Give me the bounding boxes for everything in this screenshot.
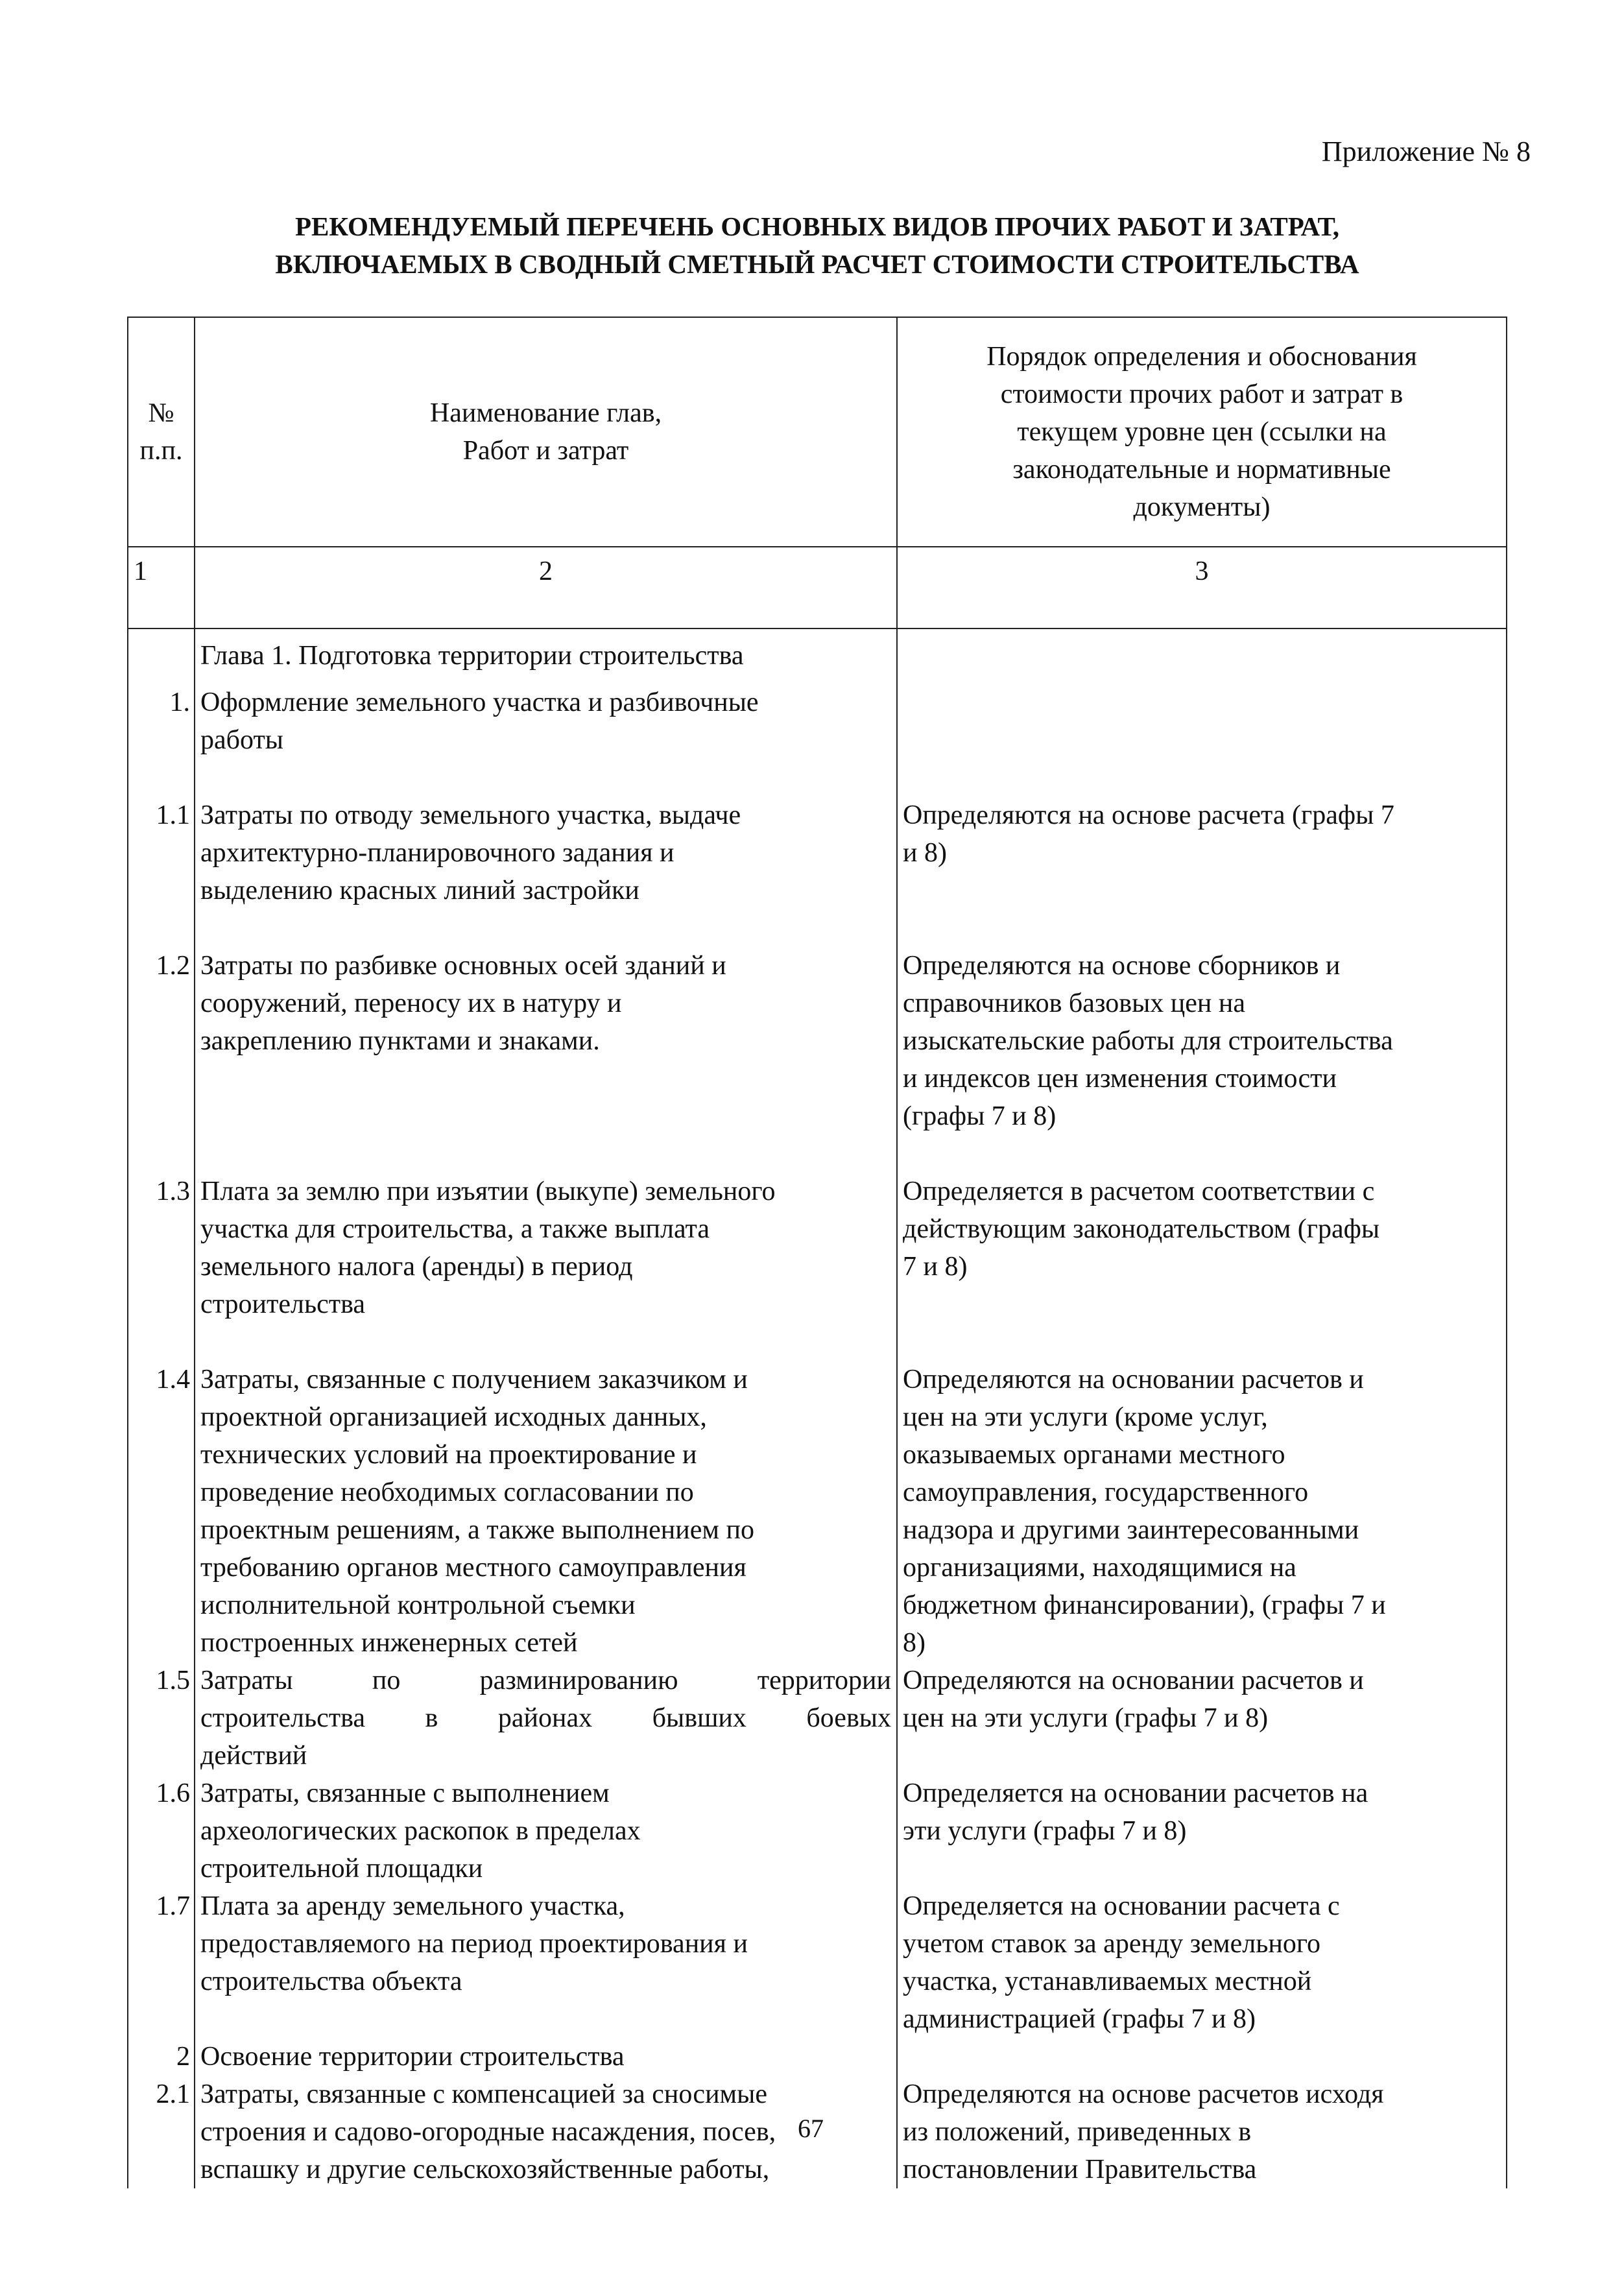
table-row bbox=[128, 1361, 1507, 1662]
title-line-2: ВКЛЮЧАЕМЫХ В СВОДНЫЙ СМЕТНЫЙ РАСЧЕТ СТОИМОСТИ СТРОИТЕЛЬСТВА bbox=[275, 249, 1359, 279]
row-number: 2 bbox=[128, 2038, 195, 2076]
row-method-line: Определяются на основании расчетов и bbox=[903, 1666, 1364, 1695]
row-name-line: строительства bbox=[200, 1289, 366, 1319]
table-row bbox=[128, 1662, 1507, 1775]
column-number-1: 1 bbox=[128, 547, 195, 628]
row-name-line: участка для строительства, а также выплата bbox=[200, 1214, 710, 1244]
row-method-line: справочников базовых цен на bbox=[903, 988, 1246, 1018]
row-method bbox=[897, 2038, 1507, 2076]
column-number-3: 3 bbox=[897, 547, 1507, 628]
row-name bbox=[195, 1775, 897, 1887]
row-method-line: учетом ставок за аренду земельного bbox=[903, 1929, 1321, 1959]
row-method-line: Определяются на основе расчетов исходя bbox=[903, 2079, 1384, 2109]
works-table bbox=[127, 317, 1507, 2188]
row-name-line: предоставляемого на период проектирования и bbox=[200, 1929, 748, 1959]
column-number-2: 2 bbox=[195, 547, 897, 628]
row-name bbox=[195, 628, 897, 684]
row-number: 1.5 bbox=[128, 1662, 195, 1775]
row-name-line: проектной организацией исходных данных, bbox=[200, 1402, 707, 1432]
title-line-1: РЕКОМЕНДУЕМЫЙ ПЕРЕЧЕНЬ ОСНОВНЫХ ВИДОВ ПРОЧИХ РАБОТ И ЗАТРАТ, bbox=[294, 211, 1340, 241]
table-row bbox=[128, 628, 1507, 684]
row-name bbox=[195, 1662, 897, 1775]
row-name-line: требованию органов местного самоуправления bbox=[200, 1553, 746, 1583]
row-name-line: закреплению пунктами и знаками. bbox=[200, 1026, 600, 1056]
row-name bbox=[195, 947, 897, 1173]
row-method-line: цен на эти услуги (графы 7 и 8) bbox=[903, 1703, 1269, 1733]
row-name-line: археологических раскопок в пределах bbox=[200, 1816, 641, 1846]
row-method-line: и 8) bbox=[903, 838, 947, 868]
row-method-line: участка, устанавливаемых местной bbox=[903, 1967, 1312, 1996]
row-method bbox=[897, 628, 1507, 684]
table-row bbox=[128, 1173, 1507, 1361]
row-name-line: Затраты, связанные с выполнением bbox=[200, 1778, 610, 1808]
row-name bbox=[195, 1173, 897, 1361]
row-method-line: Определяется на основании расчетов на bbox=[903, 1778, 1368, 1808]
header-number: № п.п. bbox=[128, 317, 195, 547]
row-method-line: бюджетном финансировании), (графы 7 и bbox=[903, 1590, 1386, 1620]
row-name bbox=[195, 1361, 897, 1662]
row-name-line: Затраты, связанные с компенсацией за сносимые bbox=[200, 2079, 767, 2109]
row-number: 1.4 bbox=[128, 1361, 195, 1662]
row-name-line: выделению красных линий застройки bbox=[200, 876, 639, 905]
table-header-row bbox=[128, 317, 1507, 547]
row-name-line: земельного налога (аренды) в период bbox=[200, 1252, 633, 1282]
row-method-line: Определяются на основе расчета (графы 7 bbox=[903, 800, 1394, 830]
row-method bbox=[897, 2076, 1507, 2188]
row-name-line: действий bbox=[200, 1741, 307, 1771]
row-method bbox=[897, 1173, 1507, 1361]
row-name-line: вспашку и другие сельскохозяйственные работы, bbox=[200, 2155, 770, 2184]
row-method-line: Определяется в расчетом соответствии с bbox=[903, 1177, 1375, 1206]
row-method-line: Определяется на основании расчета с bbox=[903, 1891, 1340, 1921]
row-number bbox=[128, 628, 195, 684]
row-name-line: построенных инженерных сетей bbox=[200, 1628, 578, 1658]
row-method bbox=[897, 1775, 1507, 1887]
row-name-line: работы bbox=[200, 725, 284, 755]
appendix-label: Приложение № 8 bbox=[1321, 136, 1531, 167]
row-name-line: технических условий на проектирование и bbox=[200, 1440, 697, 1470]
row-number: 1. bbox=[128, 684, 195, 796]
table-row bbox=[128, 1775, 1507, 1887]
header-method: Порядок определения и обоснования стоимости прочих работ и затрат в текущем уровне цен (ссылки на законодательные и нормативные документы) bbox=[897, 317, 1507, 547]
row-method-line: цен на эти услуги (кроме услуг, bbox=[903, 1402, 1268, 1432]
row-name bbox=[195, 796, 897, 947]
row-method-line: из положений, приведенных в bbox=[903, 2117, 1252, 2147]
row-method-line: 8) bbox=[903, 1628, 925, 1658]
row-name-line: Плата за аренду земельного участка, bbox=[200, 1891, 625, 1921]
row-name-line: сооружений, переносу их в натуру и bbox=[200, 988, 622, 1018]
row-method-line: надзора и другими заинтересованными bbox=[903, 1515, 1359, 1545]
table-row bbox=[128, 2038, 1507, 2076]
table-row bbox=[128, 796, 1507, 947]
header-name: Наименование глав, Работ и затрат bbox=[195, 317, 897, 547]
row-name-line: строительства объекта bbox=[200, 1967, 462, 1996]
row-name-line: Плата за землю при изъятии (выкупе) земельного bbox=[200, 1177, 776, 1206]
row-method-line: Определяются на основании расчетов и bbox=[903, 1365, 1364, 1394]
row-method-line: и индексов цен изменения стоимости bbox=[903, 1064, 1337, 1094]
row-method-line: действующим законодательством (графы bbox=[903, 1214, 1380, 1244]
row-method-line: самоуправления, государственного bbox=[903, 1477, 1309, 1507]
row-name-line: проектным решениям, а также выполнением по bbox=[200, 1515, 754, 1545]
row-name-line: архитектурно-планировочного задания и bbox=[200, 838, 675, 868]
row-name-line: строительства в районах бывших боевых bbox=[200, 1703, 891, 1733]
row-number: 1.1 bbox=[128, 796, 195, 947]
row-name bbox=[195, 2038, 897, 2076]
row-number: 1.2 bbox=[128, 947, 195, 1173]
row-number: 1.7 bbox=[128, 1887, 195, 2038]
row-number: 1.6 bbox=[128, 1775, 195, 1887]
page-number: 67 bbox=[798, 2114, 824, 2143]
row-method bbox=[897, 1662, 1507, 1775]
row-name-line: Затраты по разбивке основных осей зданий и bbox=[200, 951, 726, 981]
row-method-line: Определяются на основе сборников и bbox=[903, 951, 1341, 981]
table-row bbox=[128, 684, 1507, 796]
column-number-row bbox=[128, 547, 1507, 628]
row-name bbox=[195, 1887, 897, 2038]
table-row bbox=[128, 1887, 1507, 2038]
row-name-line: Оформление земельного участка и разбивочные bbox=[200, 688, 759, 717]
row-name-line: Освоение территории строительства bbox=[200, 2042, 625, 2072]
row-number: 1.3 bbox=[128, 1173, 195, 1361]
row-method-line: оказываемых органами местного bbox=[903, 1440, 1285, 1470]
row-name-line: проведение необходимых согласовании по bbox=[200, 1477, 694, 1507]
row-name-line: строения и садово-огородные насаждения, посев, bbox=[200, 2117, 776, 2147]
row-name-line: Затраты по разминированию территории bbox=[200, 1666, 891, 1695]
row-method bbox=[897, 1361, 1507, 1662]
table-row bbox=[128, 947, 1507, 1173]
document-title bbox=[175, 208, 1459, 283]
row-method-line: организациями, находящимися на bbox=[903, 1553, 1296, 1583]
table-body bbox=[128, 628, 1507, 2188]
row-method bbox=[897, 796, 1507, 947]
row-method bbox=[897, 684, 1507, 796]
row-number: 2.1 bbox=[128, 2076, 195, 2188]
row-name-line: Затраты, связанные с получением заказчиком и bbox=[200, 1365, 748, 1394]
row-method-line: администрацией (графы 7 и 8) bbox=[903, 2004, 1256, 2034]
row-method bbox=[897, 1887, 1507, 2038]
row-name bbox=[195, 684, 897, 796]
row-name-line: строительной площадки bbox=[200, 1854, 483, 1884]
row-method-line: (графы 7 и 8) bbox=[903, 1101, 1057, 1131]
row-name-line: исполнительной контрольной съемки bbox=[200, 1590, 636, 1620]
row-method-line: 7 и 8) bbox=[903, 1252, 968, 1282]
row-name-line: Затраты по отводу земельного участка, выдаче bbox=[200, 800, 741, 830]
row-name-line: Глава 1. Подготовка территории строительства bbox=[200, 641, 744, 671]
row-method-line: эти услуги (графы 7 и 8) bbox=[903, 1816, 1187, 1846]
row-method-line: постановлении Правительства bbox=[903, 2155, 1257, 2184]
row-method-line: изыскательские работы для строительства bbox=[903, 1026, 1393, 1056]
row-method bbox=[897, 947, 1507, 1173]
